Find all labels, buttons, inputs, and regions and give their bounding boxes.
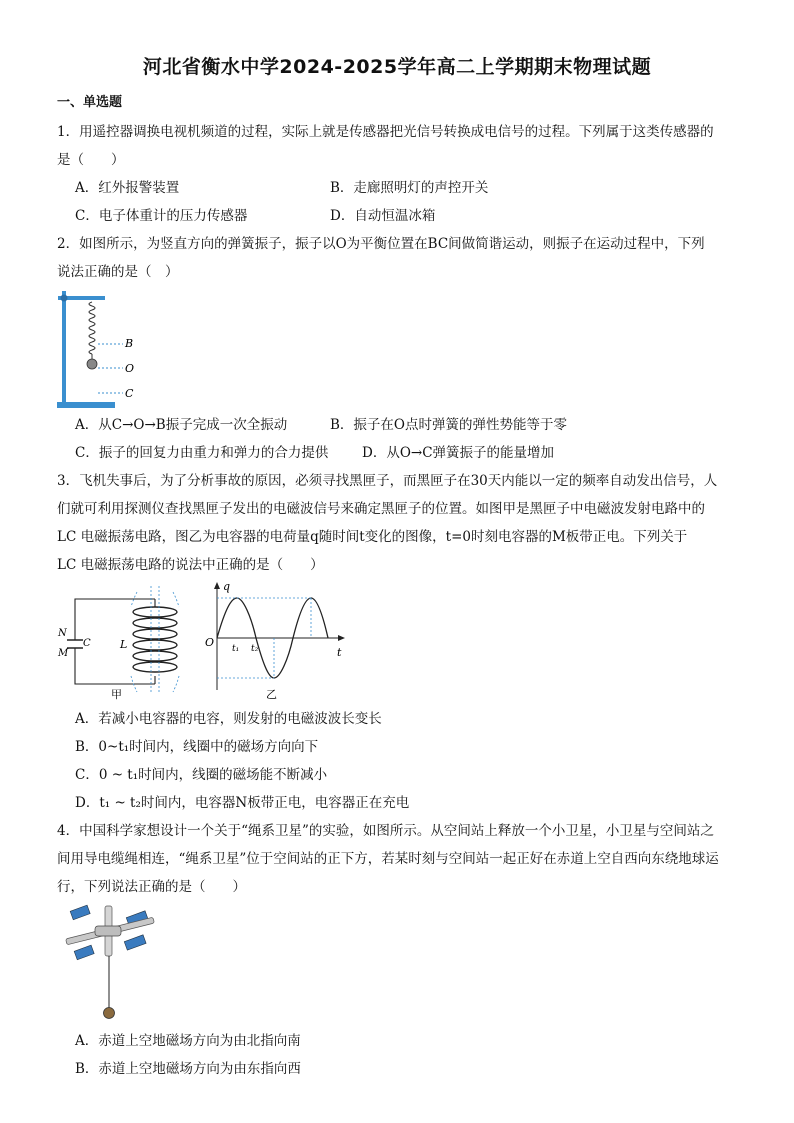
label-origin: O <box>205 636 215 649</box>
label-figure-jia: 甲 <box>111 688 122 701</box>
spring <box>89 302 95 354</box>
q1-stem-line2: 是（ ） <box>57 152 125 168</box>
label-o: O <box>125 362 135 375</box>
q3-option-c: C．0 ~ t₁时间内，线圈的磁场能不断减小 <box>75 767 328 783</box>
label-capacitor: C <box>83 638 91 649</box>
label-m: M <box>58 648 69 659</box>
section-heading: 一、单选题 <box>57 95 123 110</box>
small-satellite <box>104 1008 115 1019</box>
spring-oscillator-figure <box>55 283 165 411</box>
oscillator-ball <box>87 359 97 369</box>
q4-stem-line2: 间用导电缆绳相连，“绳系卫星”位于空间站的正下方，若某时刻与空间站一起正好在赤道上空自西向东绕地球运 <box>57 851 719 867</box>
wire-bottom <box>75 648 155 684</box>
stand-clamp <box>61 295 68 302</box>
label-figure-yi: 乙 <box>266 688 277 701</box>
q2-stem-line1: 2．如图所示，为竖直方向的弹簧振子，振子以O为平衡位置在BC间做简谐运动，则振子在运动过程中，下列 <box>57 236 705 252</box>
q2-stem-line2: 说法正确的是（ ） <box>57 264 179 280</box>
label-b: B <box>125 337 134 350</box>
q3-stem-line1: 3．飞机失事后，为了分析事故的原因，必须寻找黑匣子，而黑匣子在30天内能以一定的频率自动发出信号，人 <box>57 473 718 489</box>
inductor-coil <box>133 599 177 684</box>
q3-option-a: A．若减小电容器的电容，则发射的电磁波波长变长 <box>75 711 382 727</box>
stand-pole <box>62 291 66 404</box>
label-t: t <box>337 646 342 659</box>
q3-option-b: B．0~t₁时间内，线圈中的磁场方向向下 <box>75 739 319 755</box>
q2-option-c: C．振子的回复力由重力和弹力的合力提供 <box>75 445 329 461</box>
lc-circuit-figures <box>55 580 355 702</box>
space-station <box>66 905 155 960</box>
page-title: 河北省衡水中学2024-2025学年高二上学期期末物理试题 <box>142 56 652 78</box>
q4-stem-line3: 行，下列说法正确的是（ ） <box>57 879 246 895</box>
label-c: C <box>125 387 134 400</box>
label-t1: t₁ <box>232 644 240 654</box>
label-n: N <box>58 628 67 639</box>
q2-option-d: D．从O→C弹簧振子的能量增加 <box>362 445 555 461</box>
q3-stem-line2: 们就可利用探测仪查找黑匣子发出的电磁波信号来确定黑匣子的位置。如图甲是黑匣子中电磁波发射电路中的 <box>57 501 705 517</box>
q1-option-c: C．电子体重计的压力传感器 <box>75 208 248 224</box>
q3-stem-line4: LC 电磁振荡电路的说法中正确的是（ ） <box>57 557 324 573</box>
q2-option-b: B．振子在O点时弹簧的弹性势能等于零 <box>330 417 567 433</box>
q4-option-b: B．赤道上空地磁场方向为由东指向西 <box>75 1061 301 1077</box>
tethered-satellite-figure <box>57 898 167 1023</box>
q-axis-arrow <box>214 582 220 589</box>
label-inductor: L <box>120 638 128 651</box>
q4-option-a: A．赤道上空地磁场方向为由北指向南 <box>75 1033 301 1049</box>
q2-option-a: A．从C→O→B振子完成一次全振动 <box>75 417 288 433</box>
q1-option-d: D．自动恒温冰箱 <box>330 208 436 224</box>
q3-stem-line3: LC 电磁振荡电路，图乙为电容器的电荷量q随时间t变化的图像，t=0时刻电容器的M板带正电。下列关于 <box>57 529 688 545</box>
q3-option-d: D．t₁ ~ t₂时间内，电容器N板带正电，电容器正在充电 <box>75 795 410 811</box>
q4-stem-line1: 4．中国科学家想设计一个关于“绳系卫星”的实验，如图所示。从空间站上释放一个小卫星，小卫星与空间站之 <box>57 823 714 839</box>
label-t2: t₂ <box>251 644 259 654</box>
q1-option-b: B．走廊照明灯的声控开关 <box>330 180 489 196</box>
t-axis-arrow <box>338 635 345 641</box>
q1-stem-line1: 1．用遥控器调换电视机频道的过程，实际上就是传感器把光信号转换成电信号的过程。下列属于这类传感器的 <box>57 124 714 140</box>
q1-option-a: A．红外报警装置 <box>75 180 180 196</box>
label-q: q <box>223 580 231 593</box>
